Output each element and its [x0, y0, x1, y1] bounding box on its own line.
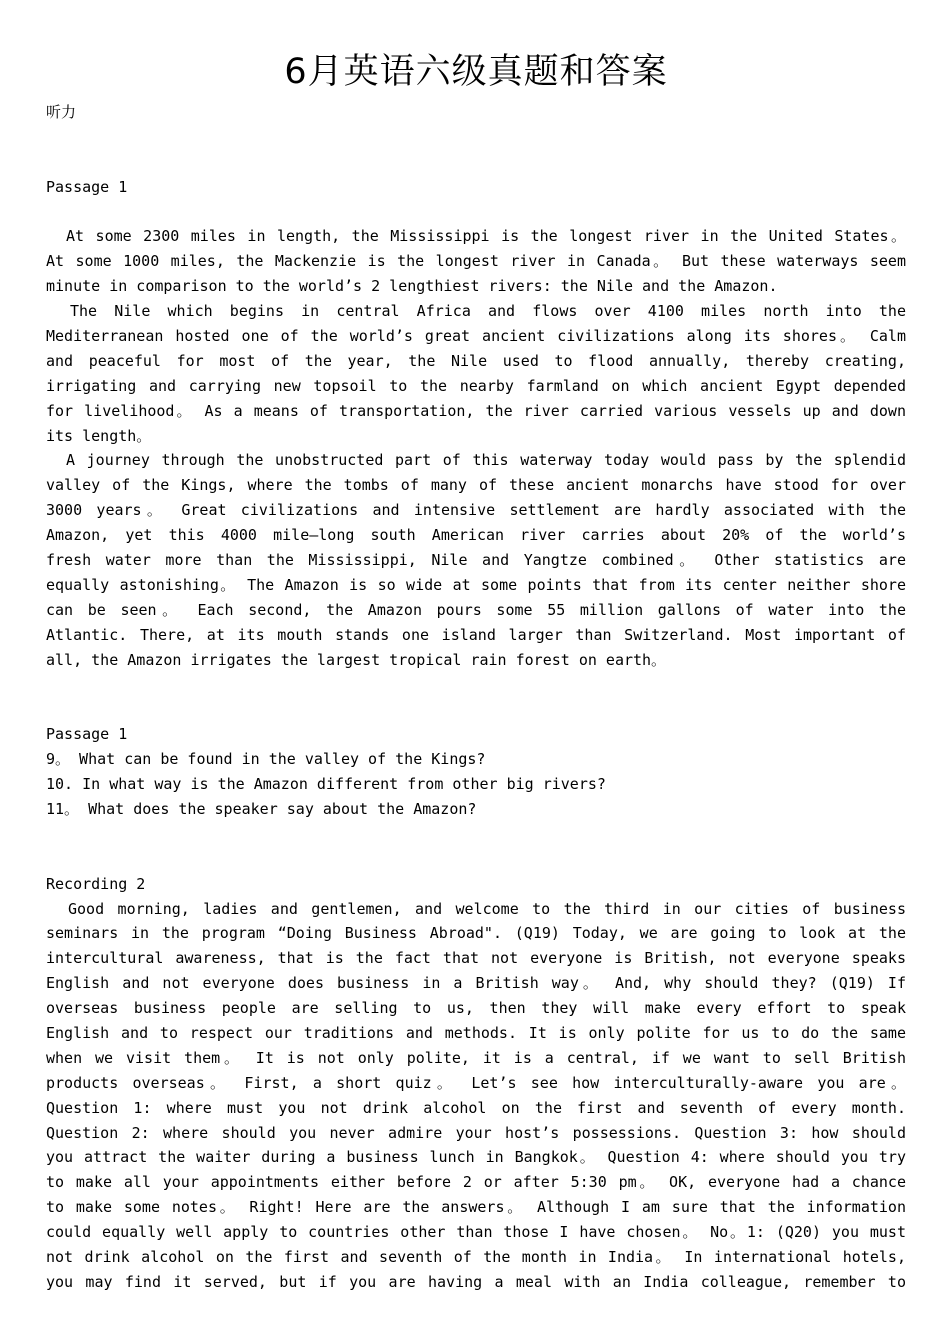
text-line: could equally well apply to countries other than those I have chosen。 No。1: (Q20) you must	[46, 1223, 906, 1242]
text-line: At some 2300 miles in length, the Mississippi is the longest river in the United States。	[66, 227, 906, 246]
question-list	[46, 747, 906, 822]
text-line: Good morning, ladies and gentlemen, and welcome to the third in our cities of business	[68, 899, 906, 918]
text-line: and peaceful for most of the year, the Nile used to flood annually, thereby creating,	[46, 351, 906, 370]
text-line: Atlantic. There, at its mouth stands one island larger than Switzerland. Most important of	[46, 625, 906, 644]
passage-1-heading: Passage 1	[46, 177, 128, 196]
text-line: all, the Amazon irrigates the largest tropical rain forest on earth。	[46, 650, 667, 669]
text-line: Amazon, yet this 4000 mile—long south American river carries about 20% of the world’s	[46, 526, 906, 545]
question-item: 10. In what way is the Amazon different from other big rivers?	[46, 775, 606, 794]
text-line: its length。	[46, 426, 152, 445]
text-line: 3000 years。 Great civilizations and intensive settlement are hardly associated with the	[46, 501, 906, 520]
text-line: you attract the waiter during a business lunch in Bangkok。 Question 4: where should you try	[46, 1148, 906, 1167]
text-line: irrigating and carrying new topsoil to the nearby farmland on which ancient Egypt depended	[46, 376, 906, 395]
document-page	[46, 0, 906, 1295]
text-line: The Nile which begins in central Africa and flows over 4100 miles north into the	[70, 302, 906, 321]
recording-2-text	[46, 897, 906, 1295]
text-line: fresh water more than the Mississippi, Nile and Yangtze combined。 Other statistics are	[46, 551, 906, 570]
document-title: 6月英语六级真题和答案	[284, 52, 668, 92]
text-line: to make some notes。 Right! Here are the answers。 Although I am sure that the information	[46, 1198, 906, 1217]
section-label: 听力	[46, 103, 77, 121]
text-line: to make all your appointments either before 2 or after 5:30 pm。 OK, everyone had a chance	[46, 1173, 906, 1192]
text-line: English and to respect our traditions and methods. It is only polite for us to do the same	[46, 1024, 906, 1042]
text-line: Mediterranean hosted one of the world’s great ancient civilizations along its shores。 Calm	[46, 327, 906, 346]
text-line: equally astonishing。 The Amazon is so wide at some points that from its center neither shore	[46, 575, 906, 594]
text-line: for livelihood。 As a means of transportation, the river carried various vessels up and down	[46, 401, 906, 420]
text-line: overseas business people are selling to us, then they will make every effort to speak	[46, 999, 906, 1018]
text-line: intercultural awareness, that is the fact that not everyone is British, not everyone speaks	[46, 949, 906, 968]
text-line: minute in comparison to the world’s 2 lengthiest rivers: the Nile and the Amazon.	[46, 277, 778, 296]
text-line: Question 1: where must you not drink alcohol on the first and seventh of every month.	[46, 1098, 906, 1117]
text-line: not drink alcohol on the first and seventh of the month in India。 In international hotels,	[46, 1248, 906, 1267]
text-line: At some 1000 miles, the Mackenzie is the longest river in Canada。 But these waterways seem	[46, 252, 906, 271]
text-line: Question 2: where should you never admire your host’s possessions. Question 3: how should	[46, 1123, 906, 1142]
text-line: A journey through the unobstructed part of this waterway today would pass by the splendid	[66, 451, 906, 470]
text-line: can be seen。 Each second, the Amazon pours some 55 million gallons of water into the	[46, 600, 906, 619]
passage-1-text	[46, 224, 906, 672]
text-line: seminars in the program “Doing Business Abroad". (Q19) Today, we are going to look at the	[46, 924, 906, 943]
text-line: you may find it served, but if you are having a meal with an India colleague, remember to	[46, 1272, 906, 1291]
text-line: when we visit them。 It is not only polite, it is a central, if we want to sell British	[46, 1048, 906, 1067]
recording-2-heading: Recording 2	[46, 874, 146, 893]
text-line: valley of the Kings, where the tombs of many of these ancient monarchs have stood for over	[46, 476, 906, 495]
question-item: 11。 What does the speaker say about the Amazon?	[46, 799, 477, 818]
text-line: English and not everyone does business in a British way。 And, why should they? (Q19) If	[46, 974, 906, 993]
question-item: 9。 What can be found in the valley of the Kings?	[46, 750, 486, 769]
text-line: products overseas。 First, a short quiz。 Let’s see how interculturally-aware you are。	[46, 1073, 906, 1092]
questions-heading: Passage 1	[46, 725, 128, 744]
